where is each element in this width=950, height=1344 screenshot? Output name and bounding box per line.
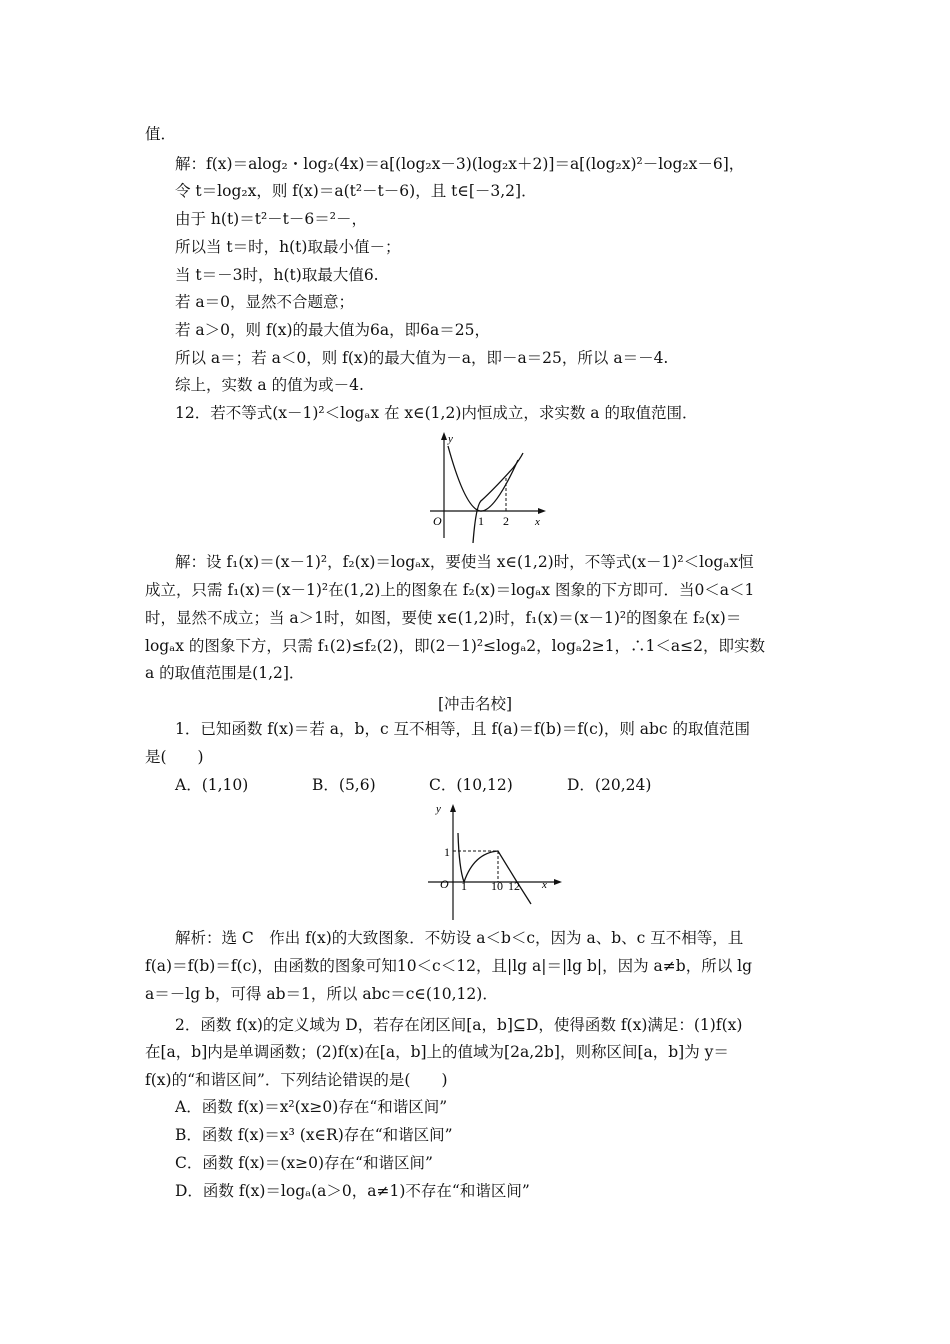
option-b: B．函数 f(x)＝x³ (x∈R)存在“和谐区间”: [175, 1126, 453, 1144]
text-line: 综上，实数 a 的值为或－4.: [175, 376, 364, 394]
text-line: a 的取值范围是(1,2]．: [145, 664, 305, 682]
tick-label-2: 2: [503, 514, 509, 528]
text-line: 令 t＝log₂x，则 f(x)＝a(t²－t－6)，且 t∈[－3,2]．: [175, 182, 537, 200]
text-line: 值．: [145, 125, 177, 143]
text-line: 所以 a＝；若 a＜0，则 f(x)的最大值为－a，即－a＝25，所以 a＝－4.: [175, 349, 669, 367]
question-12: 12．若不等式(x－1)²＜logₐx 在 x∈(1,2)内恒成立，求实数 a 的取值范围．: [175, 404, 698, 422]
text-line: 所以当 t＝时，h(t)取最小值－；: [175, 238, 401, 256]
tick-label-1: 1: [461, 879, 467, 893]
text-line: 成立，只需 f₁(x)＝(x－1)²在(1,2)上的图象在 f₂(x)＝logₐx 图象的下方即可．当0＜a＜1: [145, 581, 755, 599]
text-line: 由于 h(t)＝t²－t－6＝²－，: [175, 210, 367, 228]
option-c: C．(10,12): [429, 776, 513, 794]
text-line: 解：f(x)＝alog₂・log₂(4x)＝a[(log₂x－3)(log₂x＋2)]＝a[(log₂x)²－log₂x－6]，: [175, 155, 745, 173]
text-line: 若 a＞0，则 f(x)的最大值为6a，即6a＝25，: [175, 321, 490, 339]
figure-2-graph: [418, 798, 568, 923]
option-d: D．函数 f(x)＝logₐ(a＞0，a≠1)不存在“和谐区间”: [175, 1182, 530, 1200]
text-line: a＝－lg b，可得 ab＝1，所以 abc＝c∈(10,12)．: [145, 985, 498, 1003]
text-line: f(a)＝f(b)＝f(c)，由函数的图象可知10＜c＜12，且|lg a|＝|lg b|，因为 a≠b，所以 lg: [145, 957, 753, 975]
option-c: C．函数 f(x)＝(x≥0)存在“和谐区间”: [175, 1154, 433, 1172]
text-line: 当 t＝－3时，h(t)取最大值6.: [175, 266, 379, 284]
option-b: B．(5,6): [312, 776, 376, 794]
figure-1-graph: [420, 428, 550, 543]
option-d: D．(20,24): [567, 776, 652, 794]
tick-label-1: 1: [478, 514, 484, 528]
tick-label-10: 10: [491, 879, 503, 893]
text-line: 解：设 f₁(x)＝(x－1)²，f₂(x)＝logₐx，要使当 x∈(1,2)时，不等式(x－1)²＜logₐx恒: [175, 553, 754, 571]
text-line: 若 a＝0，显然不合题意；: [175, 293, 355, 311]
section-title: [冲击名校]: [437, 695, 513, 713]
tick-label-y1: 1: [444, 845, 450, 859]
text-line: 在[a，b]内是单调函数；(2)f(x)在[a，b]上的值域为[2a,2b]，则称区间[a，b]为 y＝: [145, 1043, 729, 1061]
question-2: 2．函数 f(x)的定义域为 D，若存在闭区间[a，b]⊆D，使得函数 f(x)满足：(1)f(x): [175, 1016, 743, 1034]
option-a: A．(1,10): [175, 776, 249, 794]
axis-label-x: x: [535, 516, 540, 528]
text-line: f(x)的“和谐区间”．下列结论错误的是( ): [145, 1071, 448, 1089]
option-a: A．函数 f(x)＝x²(x≥0)存在“和谐区间”: [175, 1098, 448, 1116]
text-line: 是( ): [145, 748, 204, 766]
axis-label-x: x: [542, 879, 547, 891]
tick-label-12: 12: [508, 879, 520, 893]
text-line: 时，显然不成立；当 a＞1时，如图，要使 x∈(1,2)时，f₁(x)＝(x－1)²的图象在 f₂(x)＝: [145, 609, 742, 627]
axis-label-y: y: [436, 803, 441, 815]
axis-label-y: y: [448, 433, 453, 445]
origin-label: O: [433, 514, 442, 528]
question-1: 1．已知函数 f(x)＝若 a，b，c 互不相等，且 f(a)＝f(b)＝f(c)，则 abc 的取值范围: [175, 720, 751, 738]
origin-label: O: [440, 877, 449, 891]
text-line: 解析：选 C 作出 f(x)的大致图象．不妨设 a＜b＜c，因为 a、b、c 互不相等，且: [175, 929, 744, 947]
text-line: logₐx 的图象下方，只需 f₁(2)≤f₂(2)，即(2－1)²≤logₐ2，logₐ2≥1，∴1＜a≤2，即实数: [145, 637, 766, 655]
